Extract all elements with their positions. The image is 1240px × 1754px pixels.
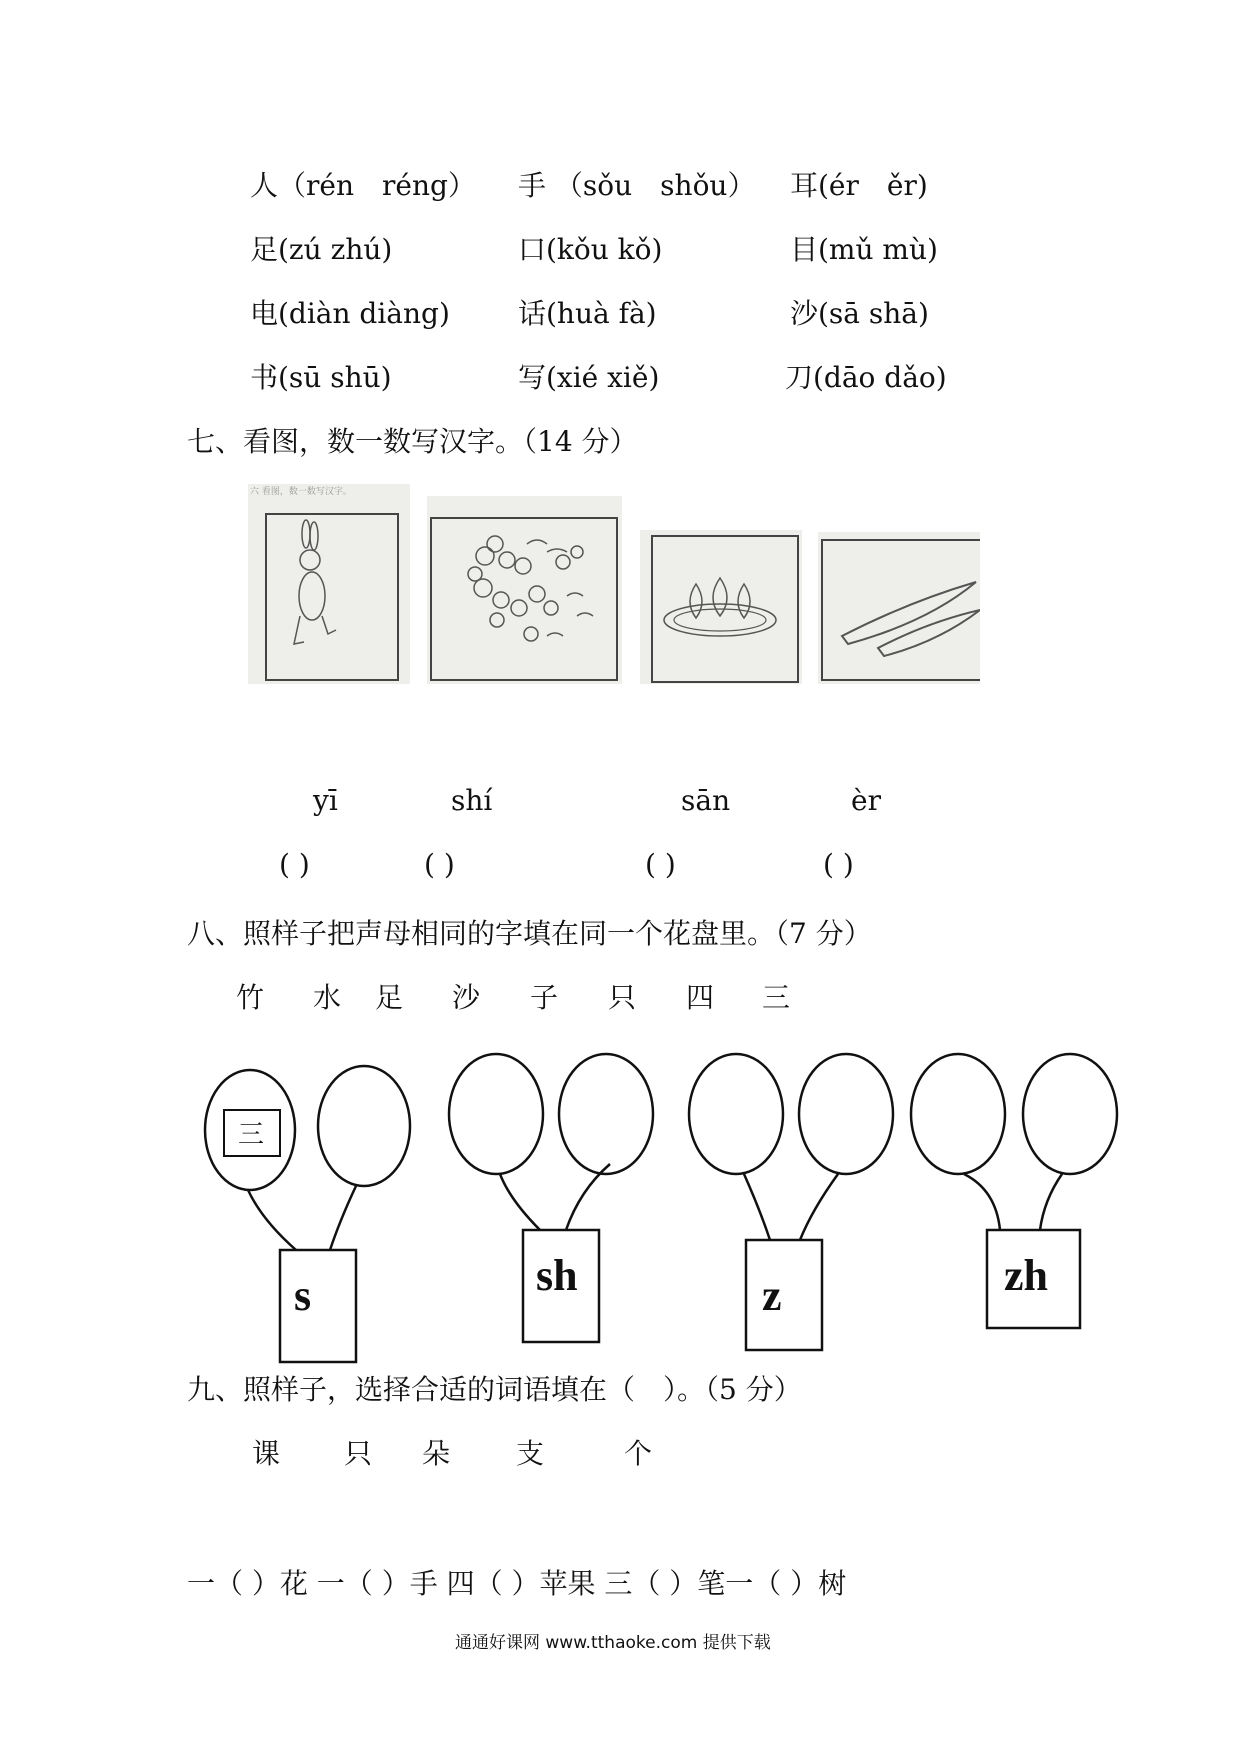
- picture-bean-pods: [818, 532, 980, 684]
- flower-stem: [744, 1174, 770, 1240]
- flower-balloon-z-2: [799, 1054, 893, 1174]
- flower-stem: [800, 1174, 838, 1240]
- section-8-title: 八、照样子把声母相同的字填在同一个花盘里。（7 分）: [187, 917, 872, 950]
- answer-blank-1[interactable]: ( ): [279, 848, 310, 881]
- measure-word-option: 课: [252, 1437, 281, 1470]
- flower-stem: [1040, 1174, 1062, 1230]
- pot-label-zh: zh: [1004, 1251, 1048, 1300]
- section-7-title: 七、看图，数一数写汉字。（14 分）: [187, 425, 638, 458]
- pinyin-hint-3: sān: [681, 784, 731, 817]
- fill-in-phrases[interactable]: 一（ ）花 一（ ）手 四（ ）苹果 三（ ）笔一（ ）树: [187, 1567, 847, 1600]
- pot-label-z: z: [762, 1271, 782, 1320]
- measure-word-option: 朵: [422, 1437, 451, 1470]
- answer-blank-3[interactable]: ( ): [645, 848, 676, 881]
- pinyin-hint-4: èr: [851, 784, 881, 817]
- flower-pots-diagram: [0, 1040, 1240, 1370]
- flower-balloon-zh-2: [1023, 1054, 1117, 1174]
- flower-balloon-z-1: [689, 1054, 783, 1174]
- pinyin-row-3-col-2: 话(huà fà): [518, 297, 657, 330]
- flower-balloon-s-2: [318, 1066, 410, 1186]
- measure-word-option: 支: [516, 1437, 545, 1470]
- flower-balloon-zh-1: [911, 1054, 1005, 1174]
- measure-word-option: 个: [624, 1437, 653, 1470]
- answer-blank-2[interactable]: ( ): [424, 848, 455, 881]
- measure-word-option: 只: [344, 1437, 373, 1470]
- char-option: 四: [686, 981, 715, 1014]
- picture-pears: [640, 530, 802, 684]
- flower-pot-s: [280, 1250, 356, 1362]
- flower-pot-z: [746, 1240, 822, 1350]
- pinyin-row-1-col-2: 手 （sǒu shǒu）: [518, 169, 756, 202]
- pinyin-row-2-col-1: 足(zú zhú): [250, 233, 393, 266]
- pinyin-row-4-col-1: 书(sū shū): [250, 361, 392, 394]
- section-9-title: 九、照样子，选择合适的词语填在（ ）。（5 分）: [187, 1373, 802, 1406]
- flower-stem: [330, 1186, 356, 1250]
- flower-balloon-sh-1: [449, 1054, 543, 1174]
- pinyin-hint-2: shí: [451, 784, 493, 817]
- pot-label-s: s: [294, 1271, 312, 1320]
- pinyin-row-1-col-3: 耳(ér ěr): [790, 169, 928, 202]
- flower-stem: [964, 1174, 1000, 1230]
- answer-blank-4[interactable]: ( ): [823, 848, 854, 881]
- char-option: 足: [375, 981, 404, 1014]
- picture-rabbit: [248, 484, 410, 684]
- pinyin-row-3-col-3: 沙(sā shā): [790, 297, 929, 330]
- pinyin-row-4-col-2: 写(xié xiě): [518, 361, 660, 394]
- pot-label-sh: sh: [536, 1251, 578, 1300]
- example-char: 三: [238, 1120, 265, 1150]
- pinyin-row-2-col-2: 口(kǒu kǒ): [518, 233, 663, 266]
- flower-stem: [500, 1174, 540, 1230]
- pinyin-row-1-col-1: 人（rén réng）: [250, 169, 476, 202]
- pinyin-row-3-col-1: 电(diàn diàng): [250, 297, 450, 330]
- char-option: 竹: [236, 981, 265, 1014]
- char-option: 水: [313, 981, 342, 1014]
- picture-chicks: [427, 496, 622, 684]
- char-option: 子: [530, 981, 559, 1014]
- char-option: 三: [762, 981, 791, 1014]
- flower-stem: [248, 1190, 296, 1250]
- footer-credit: 通通好课网 www.tthaoke.com 提供下载: [455, 1633, 771, 1653]
- scan-caption: 六 看图，数一数写汉字。: [250, 487, 352, 497]
- flower-balloon-sh-2: [559, 1054, 653, 1174]
- pinyin-hint-1: yī: [313, 784, 338, 817]
- pinyin-row-4-col-3: 刀(dāo dǎo): [785, 361, 947, 394]
- pinyin-row-2-col-3: 目(mǔ mù): [790, 233, 938, 266]
- char-option: 只: [608, 981, 637, 1014]
- char-option: 沙: [452, 981, 481, 1014]
